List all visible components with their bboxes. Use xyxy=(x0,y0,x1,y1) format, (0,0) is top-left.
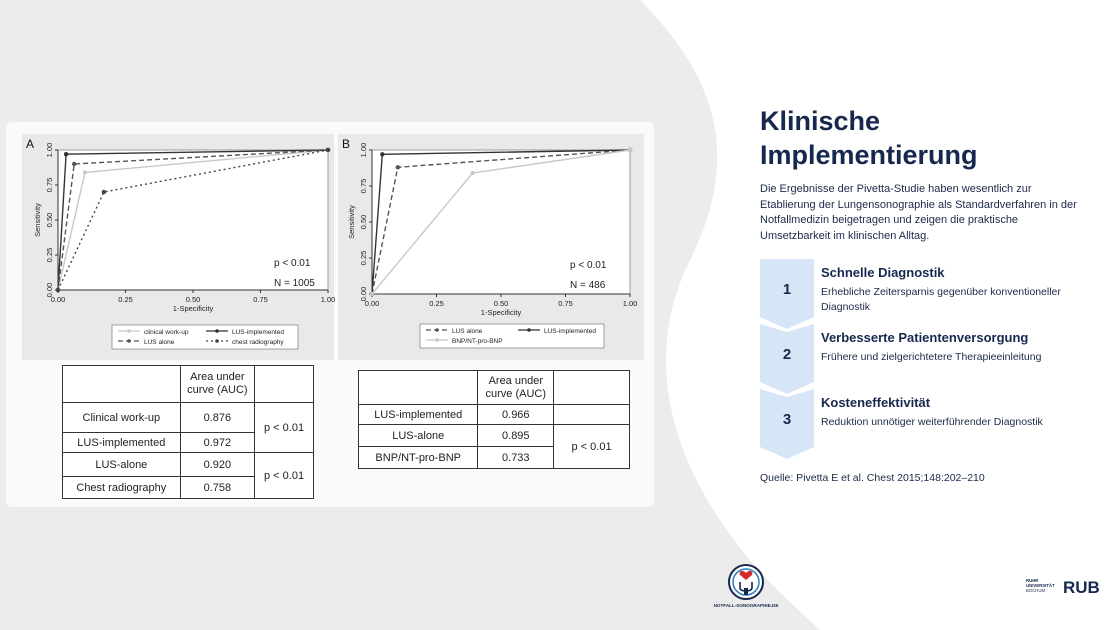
y-tick-label: 0.75 xyxy=(45,177,54,193)
page-title xyxy=(760,104,1080,172)
y-tick-label: 1.00 xyxy=(45,142,54,158)
legend-entry: chest radiography xyxy=(232,339,284,346)
steps-list xyxy=(760,259,1080,454)
auc-header: Area under curve (AUC) xyxy=(180,366,254,403)
y-axis-title: Sensitivity xyxy=(347,205,356,239)
p-value: p < 0.01 xyxy=(554,425,630,469)
roc-point xyxy=(396,165,400,169)
source-citation: Quelle: Pivetta E et al. Chest 2015;148:202–210 xyxy=(760,472,985,484)
x-tick-label: 1.00 xyxy=(320,295,336,304)
step-title: Verbesserte Patientenversorgung xyxy=(821,330,1029,345)
auc-table-b xyxy=(358,370,630,469)
roc-chart-b xyxy=(338,134,644,360)
x-tick-label: 1.00 xyxy=(622,299,638,308)
row-auc: 0.972 xyxy=(180,433,254,453)
p-value: p < 0.01 xyxy=(255,403,314,453)
y-tick-label: 0.25 xyxy=(359,250,368,266)
row-label: LUS-implemented xyxy=(359,405,478,425)
legend-entry: clinical work-up xyxy=(144,329,189,336)
roc-point xyxy=(72,162,76,166)
step-number: 3 xyxy=(782,411,792,428)
step-number: 1 xyxy=(782,281,792,298)
title-line-1: Klinische xyxy=(760,106,881,136)
row-auc: 0.895 xyxy=(478,425,554,447)
roc-panel-a xyxy=(22,134,334,360)
y-tick-label: 0.75 xyxy=(359,178,368,194)
row-auc: 0.876 xyxy=(180,403,254,433)
legend-marker xyxy=(215,339,219,343)
rub-small-3: BOCHUM xyxy=(1026,588,1046,593)
n-annotation: N = 486 xyxy=(570,280,606,291)
step-description: Frühere und zielgerichtetere Therapieeinleitung xyxy=(821,351,1042,363)
roc-point xyxy=(380,152,384,156)
rub-small-1: RUHR xyxy=(1026,578,1039,583)
step-title: Schnelle Diagnostik xyxy=(821,265,945,280)
roc-point xyxy=(102,190,106,194)
y-tick-label: 0.50 xyxy=(45,212,54,228)
row-label: LUS-implemented xyxy=(63,433,181,453)
legend-entry: LUS alone xyxy=(144,339,175,346)
legend-marker xyxy=(435,338,439,342)
p-value-annotation: p < 0.01 xyxy=(570,260,607,271)
implementation-panel xyxy=(760,104,1080,484)
panel-letter: B xyxy=(342,137,351,151)
x-tick-label: 0.00 xyxy=(50,295,66,304)
p-value: p < 0.01 xyxy=(255,453,314,499)
roc-point xyxy=(370,292,374,296)
title-line-2: Implementierung xyxy=(760,140,978,170)
row-auc: 0.733 xyxy=(478,447,554,469)
row-auc: 0.758 xyxy=(180,477,254,499)
legend-entry: LUS-implemented xyxy=(232,329,285,336)
x-tick-label: 0.00 xyxy=(364,299,380,308)
legend-marker xyxy=(527,328,531,332)
auc-header: Area under curve (AUC) xyxy=(478,371,554,405)
step-item xyxy=(760,389,1080,454)
row-auc: 0.966 xyxy=(478,405,554,425)
x-tick-label: 0.50 xyxy=(185,295,201,304)
step-number: 2 xyxy=(782,346,792,363)
roc-point xyxy=(470,171,474,175)
rub-wordmark: RUB xyxy=(1063,578,1100,597)
legend-entry: BNP/NT-pro-BNP xyxy=(452,338,503,345)
step-item xyxy=(760,324,1080,389)
row-label: LUS-alone xyxy=(63,453,181,477)
x-axis-title: 1-Specificity xyxy=(480,308,522,317)
legend-entry: LUS-implemented xyxy=(544,328,597,335)
row-auc: 0.920 xyxy=(180,453,254,477)
intro-text: Die Ergebnisse der Pivetta-Studie haben wesentlich zur Etablierung der Lungensonographie als Standardverfahren in der Notfallmedizin beigetragen und zeigen die praktische Umsetzbarkeit im klinischen Alltag. xyxy=(760,183,1077,242)
legend-marker xyxy=(127,329,131,333)
x-tick-label: 0.75 xyxy=(558,299,573,308)
legend-entry: LUS alone xyxy=(452,328,483,335)
roc-point xyxy=(64,152,68,156)
x-tick-label: 0.75 xyxy=(253,295,268,304)
legend-marker xyxy=(435,328,439,332)
auc-table-a xyxy=(62,365,314,499)
step-description: Reduktion unnötiger weiterführender Diagnostik xyxy=(821,416,1043,428)
row-label: Chest radiography xyxy=(63,477,181,499)
stethoscope-heart-icon xyxy=(713,562,779,614)
logo-text: NOTFALL-SONOGRAPHIE.DE xyxy=(713,603,779,608)
y-tick-label: 0.25 xyxy=(45,247,54,263)
x-axis-title: 1-Specificity xyxy=(172,304,214,313)
row-label: Clinical work-up xyxy=(63,403,181,433)
plot-background xyxy=(372,150,630,294)
y-tick-label: 0.00 xyxy=(45,282,54,298)
rub-small-2: UNIVERSITÄT xyxy=(1026,583,1055,588)
step-item xyxy=(760,259,1080,324)
n-annotation: N = 1005 xyxy=(274,278,315,289)
y-tick-label: 0.50 xyxy=(359,214,368,230)
rub-logo xyxy=(1026,574,1102,600)
row-label: LUS-alone xyxy=(359,425,478,447)
roc-panel-b xyxy=(338,134,644,360)
notfallsonographie-logo xyxy=(713,562,779,614)
panel-letter: A xyxy=(26,137,35,151)
row-label: BNP/NT-pro-BNP xyxy=(359,447,478,469)
step-description: Erhebliche Zeitersparnis gegenüber konventioneller Diagnostik xyxy=(821,286,1061,313)
x-tick-label: 0.25 xyxy=(118,295,133,304)
roc-point xyxy=(628,148,632,152)
roc-chart-a xyxy=(22,134,334,360)
legend-marker xyxy=(127,339,131,343)
y-axis-title: Sensitivity xyxy=(33,203,42,237)
step-title: Kosteneffektivität xyxy=(821,395,931,410)
x-tick-label: 0.50 xyxy=(493,299,509,308)
roc-point xyxy=(83,170,87,174)
roc-point xyxy=(56,288,60,292)
y-tick-label: 0.00 xyxy=(359,286,368,302)
roc-point xyxy=(326,148,330,152)
p-value-annotation: p < 0.01 xyxy=(274,258,311,269)
x-tick-label: 0.25 xyxy=(429,299,444,308)
y-tick-label: 1.00 xyxy=(359,142,368,158)
legend-marker xyxy=(215,329,219,333)
